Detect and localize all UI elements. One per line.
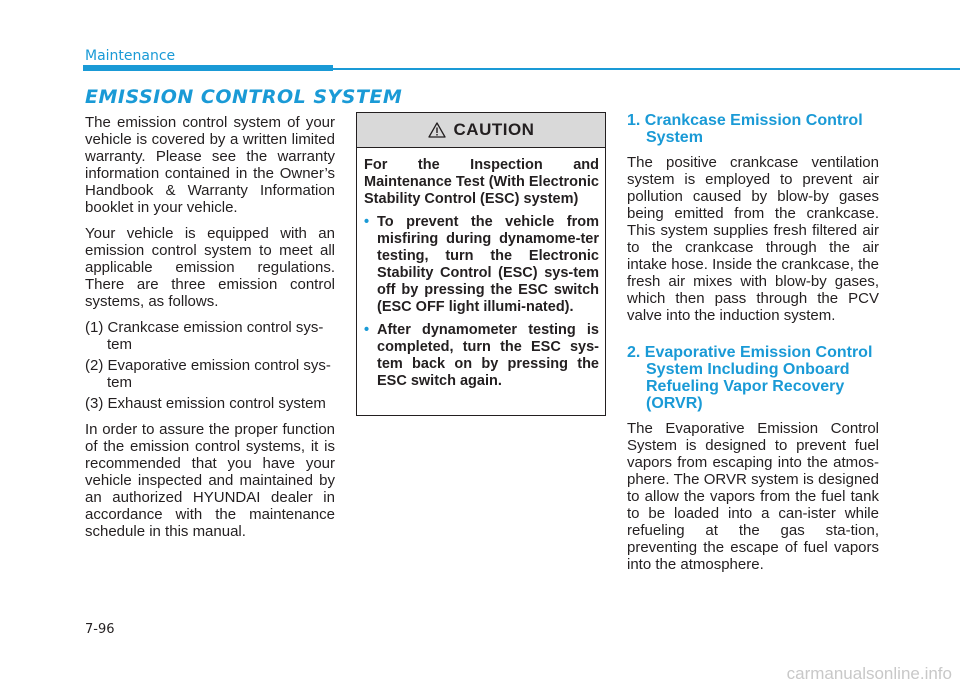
section-label: Maintenance <box>85 48 176 64</box>
caution-lead: For the Inspection and Maintenance Test (With Electronic Stability Control (ESC) system) <box>364 157 599 207</box>
evaporative-heading: 2. Evaporative Emission Control System Including Onboard Refueling Vapor Recovery (ORVR) <box>627 344 873 412</box>
caution-bullets <box>364 214 599 390</box>
watermark: carmanualsonline.info <box>786 664 952 683</box>
warning-triangle-icon <box>428 122 446 138</box>
equipment-paragraph: Your vehicle is equipped with an emission control system to meet all applicable emission regulations. There are three emission control systems, as follows. <box>85 225 335 310</box>
list-item: (2) Evaporative emission control sys-tem <box>85 357 331 391</box>
crankcase-heading: 1. Crankcase Emission Control System <box>627 112 863 146</box>
caution-body <box>357 148 605 390</box>
list-item: • After dynamometer testing is completed, turn the ESC sys-tem back on by pressing the ESC switch again. <box>364 322 599 390</box>
list-item: (1) Crankcase emission control sys-tem <box>85 319 324 353</box>
evaporative-paragraph: The Evaporative Emission Control System is designed to prevent fuel vapors from escaping into the atmos-phere. The ORVR system is designed to allow the vapors from the fuel tank to be loaded into a can-ister while refueling at the gas sta-tion, preventing the escape of fuel vapors into the atmosphere. <box>627 420 879 573</box>
intro-paragraph: The emission control system of your vehicle is covered by a written limited warranty. Please see the warranty information contained in the Owner’s Handbook & Warranty Information booklet in your vehicle. <box>85 114 335 216</box>
list-item: (3) Exhaust emission control system <box>85 395 326 412</box>
right-column <box>627 112 879 582</box>
caution-box <box>356 112 606 416</box>
list-item: • To prevent the vehicle from misfiring during dynamome-ter testing, turn the Electronic Stability Control (ESC) sys-tem off by pressing the ESC switch (ESC OFF light illumi-nated). <box>364 214 599 316</box>
page-number: 7-96 <box>85 622 115 637</box>
header-rule-thick <box>83 65 333 71</box>
maintenance-paragraph: In order to assure the proper function of the emission control systems, it is recommended that you have your vehicle inspected and maintained by an authorized HYUNDAI dealer in accordance with the maintenance schedule in this manual. <box>85 421 335 540</box>
caution-header <box>357 113 605 148</box>
emission-systems-list <box>85 319 335 412</box>
page-title: EMISSION CONTROL SYSTEM <box>85 86 403 108</box>
header-rule-thin <box>333 68 960 70</box>
crankcase-paragraph: The positive crankcase ventilation system is employed to prevent air pollution caused by blow-by gases being emitted from the crankcase. This system supplies fresh filtered air to the crankcase through the air intake hose. Inside the crankcase, the fresh air mixes with blow-by gases, which then pass through the PCV valve into the induction system. <box>627 154 879 324</box>
left-column <box>85 114 335 549</box>
caution-title: CAUTION <box>453 120 535 139</box>
